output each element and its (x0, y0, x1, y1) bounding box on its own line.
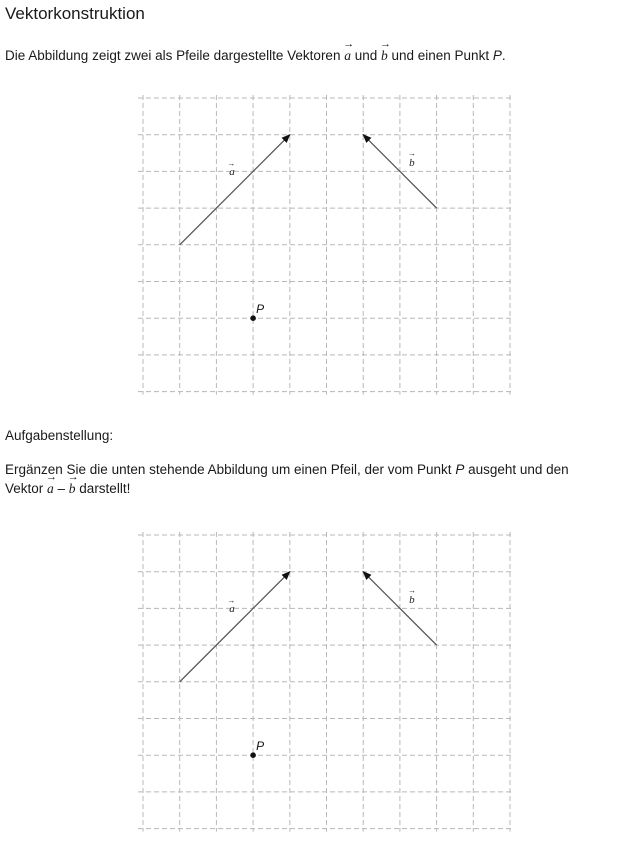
vector-b-label: b (409, 593, 415, 606)
vector-b-arrow-accent: → (407, 585, 416, 595)
point-p-symbol: P (455, 462, 465, 477)
grid (138, 532, 514, 832)
task-text: Vektor (5, 481, 48, 496)
vector-a-arrow (180, 135, 290, 245)
vector-a-label: a (229, 603, 235, 616)
figure-given (0, 90, 632, 410)
vector-b-label: b (409, 156, 415, 169)
vector-b-arrow-accent: → (407, 148, 416, 158)
minus-sign: – (53, 481, 69, 496)
intro-text: und einen Punkt (387, 48, 493, 63)
task-text: darstellt! (75, 481, 131, 496)
point-p-dot (250, 315, 256, 321)
point-p-label: P (256, 302, 265, 317)
intro-paragraph (5, 46, 506, 65)
task-paragraph (5, 460, 569, 498)
point-p-dot (250, 752, 256, 758)
point-p-label: P (256, 739, 265, 754)
page-title: Vektorkonstruktion (5, 4, 145, 23)
vector-a-symbol: → a (47, 479, 54, 498)
figure-answer-area[interactable] (0, 527, 632, 843)
vector-b-symbol: → b (381, 46, 388, 65)
task-text: ausgeht und den (464, 462, 569, 477)
intro-text: . (501, 48, 506, 63)
intro-text: Die Abbildung zeigt zwei als Pfeile dargestellte Vektoren (5, 48, 345, 63)
vector-a-label: a (229, 166, 235, 179)
vector-a-arrow (180, 572, 290, 682)
task-line-2 (5, 479, 569, 498)
task-text: Ergänzen Sie die unten stehende Abbildung um einen Pfeil, der vom Punkt (5, 462, 456, 477)
vector-b-symbol: → b (69, 479, 76, 498)
task-heading: Aufgabenstellung: (5, 428, 114, 443)
vector-a-arrow-accent: → (227, 158, 236, 168)
vector-a-arrow-accent: → (227, 595, 236, 605)
vector-a-symbol: → a (344, 46, 351, 65)
point-p-symbol: P (492, 48, 502, 63)
task-line-1 (5, 460, 569, 479)
grid (138, 95, 514, 395)
intro-text: und (350, 48, 381, 63)
